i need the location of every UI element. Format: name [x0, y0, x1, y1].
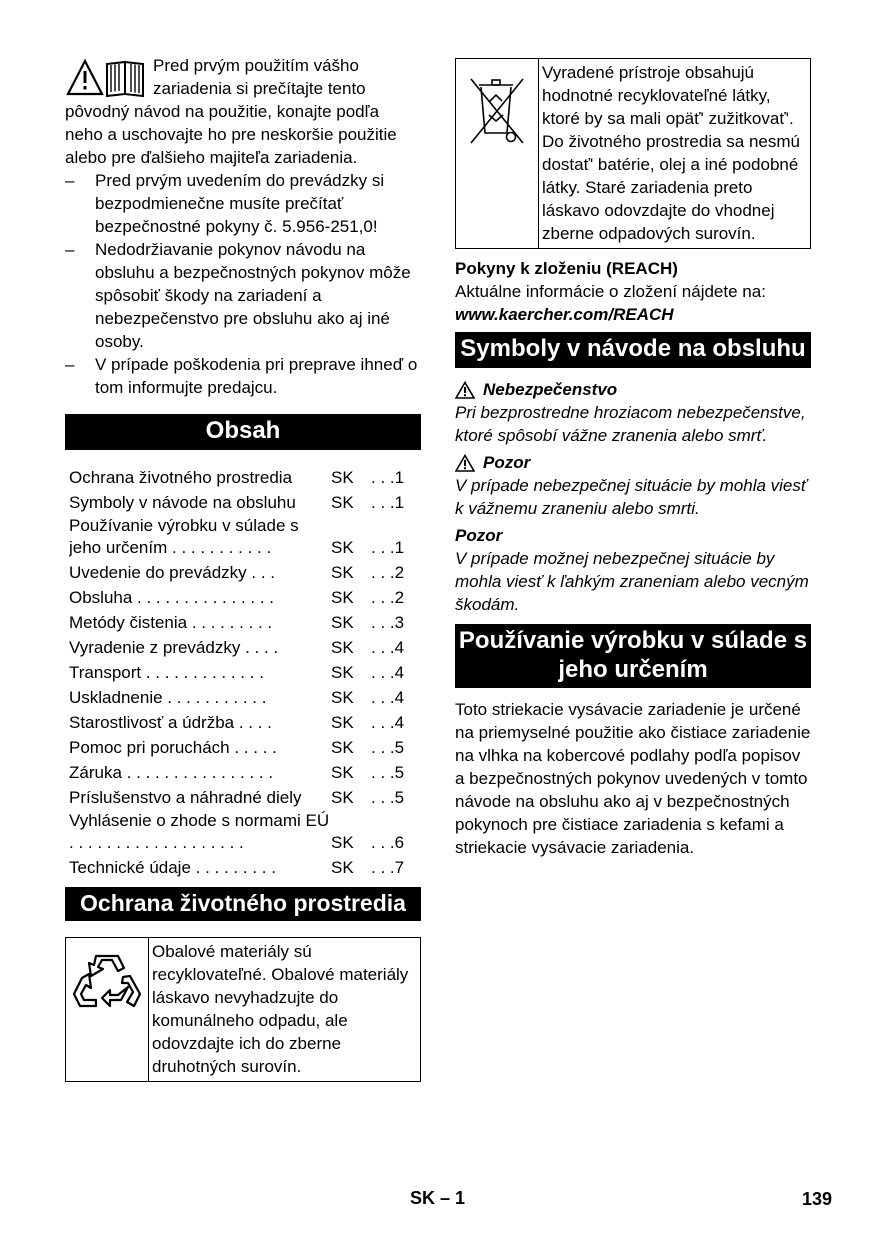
- toc-row[interactable]: [69, 759, 421, 784]
- toc-lang: SK: [331, 468, 354, 487]
- warning-label: Pozor: [483, 453, 531, 472]
- toc-title: Príslušenstvo a náhradné diely: [69, 788, 302, 807]
- toc-lang: SK: [331, 713, 354, 732]
- recycle-icon: [72, 952, 142, 1016]
- symbols-heading: Symboly v návode na obsluhu: [455, 332, 811, 368]
- toc-lang: SK: [331, 493, 354, 512]
- toc-lang: SK: [331, 588, 354, 607]
- intro-bullets: [65, 169, 421, 399]
- warning-manual-icon: [65, 58, 149, 98]
- warning-text: V prípade nebezpečnej situácie by mohla viesť k vážnemu zraneniu alebo smrti.: [455, 476, 807, 518]
- toc-title: Vyhlásenie o zhode s normami EÚ . . . . . . . . . . . . . . . . . . .: [69, 811, 330, 852]
- toc-title: Technické údaje . . . . . . . . .: [69, 858, 276, 877]
- toc-page: . . .1: [371, 538, 405, 557]
- toc-title: Používanie výrobku v súlade s jeho určením . . . . . . . . . . .: [69, 516, 299, 557]
- toc-row[interactable]: [69, 584, 421, 609]
- left-column: [65, 54, 421, 1082]
- toc-row[interactable]: [69, 709, 421, 734]
- right-column: [455, 58, 811, 859]
- footer-page-number: 139: [802, 1189, 833, 1209]
- toc-row[interactable]: [69, 609, 421, 634]
- caution-text: V prípade možnej nebezpečnej situácie by mohla viesť k ľahkým zraneniam alebo vecným škodám.: [455, 549, 809, 614]
- reach-link[interactable]: www.kaercher.com/REACH: [455, 305, 674, 324]
- toc-page: . . .1: [371, 493, 405, 512]
- toc-page: . . .4: [371, 638, 405, 657]
- reach-heading: Pokyny k zloženiu (REACH): [455, 259, 678, 278]
- toc-title: Pomoc pri poruchách . . . . .: [69, 738, 277, 757]
- recycle-icon-cell: [66, 938, 149, 1081]
- toc-lang: SK: [331, 833, 354, 852]
- toc-page: . . .5: [371, 763, 405, 782]
- reach-text: Aktuálne informácie o zložení nájdete na:: [455, 282, 766, 301]
- toc-title: Uvedenie do prevádzky . . .: [69, 563, 276, 582]
- toc-lang: SK: [331, 688, 354, 707]
- toc-lang: SK: [331, 638, 354, 657]
- danger-heading: [455, 378, 811, 401]
- toc-row[interactable]: [69, 659, 421, 684]
- toc-title: Transport . . . . . . . . . . . . .: [69, 663, 264, 682]
- toc-page: . . .1: [371, 468, 405, 487]
- toc-lang: SK: [331, 538, 354, 557]
- toc-row[interactable]: [69, 489, 421, 514]
- intended-use-text: Toto striekacie vysávacie zariadenie je určené na priemyselné použitie ako čistiace zariadenie na vlhka na kobercové podlahy podľa popisov a bezpečnostných pokynov uvedených v tomto návode na obsluhu ako aj v bezpečnostných pokynoch pre čistiace zariadenia s kefami a striekacie vysávacie zariadenia.: [455, 700, 811, 857]
- toc-page: . . .5: [371, 738, 405, 757]
- intended-use-heading: Používanie výrobku v súlade s jeho určením: [455, 624, 811, 688]
- toc-page: . . .7: [371, 858, 405, 877]
- toc-title: Uskladnenie . . . . . . . . . . .: [69, 688, 267, 707]
- toc-lang: SK: [331, 663, 354, 682]
- toc-page: . . .4: [371, 713, 405, 732]
- warning-heading: [455, 451, 811, 474]
- environment-heading: Ochrana životného prostredia: [65, 887, 421, 921]
- intro-bullet: – V prípade poškodenia pri preprave ihneď o tom informujte predajcu.: [65, 353, 421, 399]
- warning-triangle-icon: [455, 381, 475, 399]
- toc-page: . . .2: [371, 588, 405, 607]
- toc-lang: SK: [331, 788, 354, 807]
- toc-lang: SK: [331, 563, 354, 582]
- toc-lang: SK: [331, 738, 354, 757]
- footer-page-label: SK – 1: [410, 1188, 466, 1208]
- toc-title: Záruka . . . . . . . . . . . . . . . .: [69, 763, 274, 782]
- toc-row[interactable]: [69, 634, 421, 659]
- toc-row[interactable]: [69, 809, 421, 854]
- toc-row[interactable]: [69, 514, 421, 559]
- toc-title: Symboly v návode na obsluhu: [69, 493, 296, 512]
- toc-page: . . .5: [371, 788, 405, 807]
- toc-title: Obsluha . . . . . . . . . . . . . . .: [69, 588, 275, 607]
- toc-lang: SK: [331, 763, 354, 782]
- packaging-text: Obalové materiály sú recyklovateľné. Obalové materiály láskavo nevyhadzujte do komunálneho odpadu, ale odovzdajte ich do zberne druhotných surovín.: [152, 942, 409, 1076]
- toc-page: . . .4: [371, 663, 405, 682]
- toc-row[interactable]: [69, 734, 421, 759]
- toc-lang: SK: [331, 858, 354, 877]
- danger-label: Nebezpečenstvo: [483, 380, 618, 399]
- toc-page: . . .3: [371, 613, 405, 632]
- toc-page: . . .4: [371, 688, 405, 707]
- toc-title: Ochrana životného prostredia: [69, 468, 293, 487]
- warning-triangle-icon: [455, 454, 475, 472]
- toc-title: Vyradenie z prevádzky . . . .: [69, 638, 279, 657]
- disposal-notice: [455, 58, 811, 249]
- toc-row[interactable]: [69, 854, 421, 879]
- intro-bullet: – Nedodržiavanie pokynov návodu na obsluhu a bezpečnostných pokynov môže spôsobiť škody na zariadení a nebezpečenstvo pre obsluhu ako aj iné osoby.: [65, 238, 421, 353]
- toc-lang: SK: [331, 613, 354, 632]
- toc-heading: Obsah: [65, 414, 421, 450]
- intro-bullet: – Pred prvým uvedením do prevádzky si bezpodmienečne musíte prečítať bezpečnostné pokyny č. 5.956-251,0!: [65, 169, 421, 238]
- toc-row[interactable]: [69, 559, 421, 584]
- intro-text: Pred prvým použitím vášho zariadenia si prečítajte tento pôvodný návod na použitie, konajte podľa neho a uschovajte ho pre neskoršie použitie alebo pre ďalšieho majiteľa zariadenia.: [65, 56, 397, 167]
- table-of-contents: [69, 464, 421, 879]
- toc-row[interactable]: [69, 684, 421, 709]
- bin-icon-cell: [456, 59, 539, 248]
- toc-page: . . .2: [371, 563, 405, 582]
- toc-title: Starostlivosť a údržba . . . .: [69, 713, 272, 732]
- toc-title: Metódy čistenia . . . . . . . . .: [69, 613, 273, 632]
- toc-page: . . .6: [371, 833, 405, 852]
- disposal-text: Vyradené prístroje obsahujú hodnotné recyklovateľné látky, ktoré by sa mali opäť' zužitkovať'. Do životného prostredia sa nesmú dostať' batérie, olej a iné podobné látky. Staré zariadenia preto láskavo odovzdajte do vhodnej zberne odpadových surovín.: [542, 63, 800, 243]
- toc-row[interactable]: [69, 784, 421, 809]
- toc-row[interactable]: [69, 464, 421, 489]
- danger-text: Pri bezprostredne hroziacom nebezpečenstve, ktoré spôsobí vážne zranenia alebo smrť.: [455, 403, 806, 445]
- packaging-notice: [65, 937, 421, 1082]
- crossed-bin-icon: [467, 71, 527, 147]
- caution-label: Pozor: [455, 526, 503, 545]
